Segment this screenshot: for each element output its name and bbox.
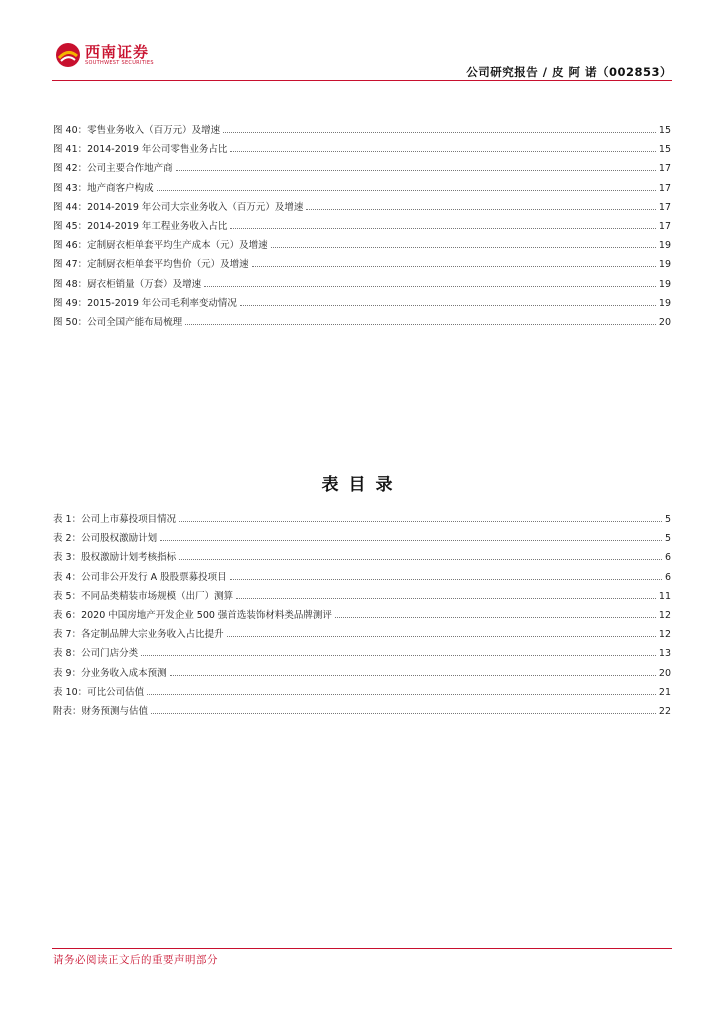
toc-label: 表 8：公司门店分类 — [53, 648, 139, 660]
toc-row[interactable] — [53, 511, 671, 530]
toc-leader-dots — [151, 713, 656, 714]
toc-page-number: 19 — [658, 240, 671, 252]
table-list — [53, 511, 671, 722]
page-header — [0, 0, 724, 82]
toc-row[interactable] — [53, 122, 671, 141]
toc-row[interactable] — [53, 665, 671, 684]
toc-label: 表 5：不同品类精装市场规模（出厂）测算 — [53, 590, 234, 602]
toc-leader-dots — [204, 286, 656, 287]
toc-page-number: 15 — [658, 125, 671, 136]
toc-label: 表 7：各定制品牌大宗业务收入占比提升 — [53, 629, 224, 641]
toc-row[interactable] — [53, 314, 671, 333]
footer-divider — [52, 948, 672, 949]
toc-leader-dots — [141, 655, 656, 656]
toc-page-number: 6 — [664, 571, 671, 583]
toc-label: 表 10：可比公司估值 — [53, 686, 145, 698]
toc-label: 图 43：地产商客户构成 — [53, 182, 154, 194]
company-logo — [55, 42, 154, 68]
toc-label: 表 4：公司非公开发行 A 股股票募投项目 — [53, 571, 227, 583]
toc-leader-dots — [176, 170, 656, 171]
toc-row[interactable] — [53, 199, 671, 218]
toc-row[interactable] — [53, 180, 671, 199]
toc-row[interactable] — [53, 276, 671, 295]
toc-label: 图 45：2014-2019 年工程业务收入占比 — [53, 220, 228, 232]
report-title: 公司研究报告 / 皮 阿 诺（002853） — [466, 65, 672, 79]
toc-row[interactable] — [53, 607, 671, 626]
toc-leader-dots — [230, 151, 655, 152]
toc-row[interactable] — [53, 141, 671, 160]
toc-row[interactable] — [53, 530, 671, 549]
toc-row[interactable] — [53, 703, 671, 722]
toc-row[interactable] — [53, 160, 671, 179]
toc-page-number: 13 — [658, 648, 671, 660]
toc-leader-dots — [252, 266, 656, 267]
toc-page-number: 20 — [658, 316, 671, 328]
toc-row[interactable] — [53, 645, 671, 664]
logo-chinese-name: 西南证券 — [85, 42, 150, 61]
toc-label: 图 47：定制厨衣柜单套平均售价（元）及增速 — [53, 259, 249, 271]
toc-leader-dots — [223, 132, 656, 133]
toc-row[interactable] — [53, 569, 671, 588]
toc-row[interactable] — [53, 626, 671, 645]
toc-page-number: 15 — [658, 144, 671, 156]
toc-label: 表 3：股权激励计划考核指标 — [53, 552, 177, 564]
toc-page-number: 11 — [658, 590, 671, 602]
toc-page-number: 12 — [658, 629, 671, 641]
toc-row[interactable] — [53, 237, 671, 256]
footer-disclaimer-notice: 请务必阅读正文后的重要声明部分 — [53, 954, 218, 966]
toc-label: 表 6：2020 中国房地产开发企业 500 强首选装饰材料类品牌测评 — [53, 609, 332, 621]
toc-page-number: 19 — [658, 297, 671, 309]
toc-page-number: 20 — [658, 667, 671, 679]
toc-leader-dots — [157, 190, 656, 191]
toc-leader-dots — [179, 559, 662, 560]
toc-row[interactable] — [53, 549, 671, 568]
toc-label: 图 46：定制厨衣柜单套平均生产成本（元）及增速 — [53, 240, 268, 252]
toc-label: 图 48：厨衣柜销量（万套）及增速 — [53, 278, 202, 290]
toc-leader-dots — [160, 540, 662, 541]
toc-leader-dots — [271, 247, 656, 248]
toc-row[interactable] — [53, 295, 671, 314]
figure-list — [53, 122, 671, 333]
toc-label: 图 49：2015-2019 年公司毛利率变动情况 — [53, 297, 237, 309]
toc-page-number: 5 — [664, 533, 671, 545]
toc-page-number: 12 — [658, 609, 671, 621]
toc-page-number: 17 — [658, 220, 671, 232]
toc-label: 图 40：零售业务收入（百万元）及增速 — [53, 125, 221, 136]
toc-page-number: 17 — [658, 182, 671, 194]
toc-label: 图 50：公司全国产能布局梳理 — [53, 316, 183, 328]
toc-page-number: 19 — [658, 278, 671, 290]
toc-leader-dots — [240, 305, 656, 306]
header-divider — [52, 80, 672, 81]
toc-label: 表 1：公司上市募投项目情况 — [53, 514, 177, 525]
toc-page-number: 17 — [658, 163, 671, 175]
logo-emblem-icon — [55, 42, 81, 68]
toc-page-number: 5 — [664, 514, 671, 525]
toc-label: 图 44：2014-2019 年公司大宗业务收入（百万元）及增速 — [53, 201, 304, 213]
toc-row[interactable] — [53, 588, 671, 607]
toc-row[interactable] — [53, 684, 671, 703]
toc-leader-dots — [185, 324, 656, 325]
toc-leader-dots — [147, 694, 656, 695]
toc-leader-dots — [236, 598, 656, 599]
toc-label: 附表：财务预测与估值 — [53, 705, 149, 717]
toc-leader-dots — [170, 675, 656, 676]
logo-english-name: SOUTHWEST SECURITIES — [85, 59, 154, 66]
toc-page-number: 17 — [658, 201, 671, 213]
toc-leader-dots — [306, 209, 655, 210]
toc-leader-dots — [230, 228, 655, 229]
toc-leader-dots — [227, 636, 656, 637]
toc-page-number: 22 — [658, 705, 671, 717]
toc-label: 表 9：分业务收入成本预测 — [53, 667, 167, 679]
toc-leader-dots — [335, 617, 656, 618]
toc-label: 图 41：2014-2019 年公司零售业务占比 — [53, 144, 228, 156]
toc-row[interactable] — [53, 256, 671, 275]
toc-page-number: 19 — [658, 259, 671, 271]
toc-page-number: 21 — [658, 686, 671, 698]
toc-leader-dots — [179, 521, 662, 522]
toc-row[interactable] — [53, 218, 671, 237]
tables-section-title: 表目录 — [321, 475, 403, 495]
toc-label: 图 42：公司主要合作地产商 — [53, 163, 173, 175]
toc-label: 表 2：公司股权激励计划 — [53, 533, 158, 545]
toc-page-number: 6 — [664, 552, 671, 564]
toc-leader-dots — [230, 579, 662, 580]
